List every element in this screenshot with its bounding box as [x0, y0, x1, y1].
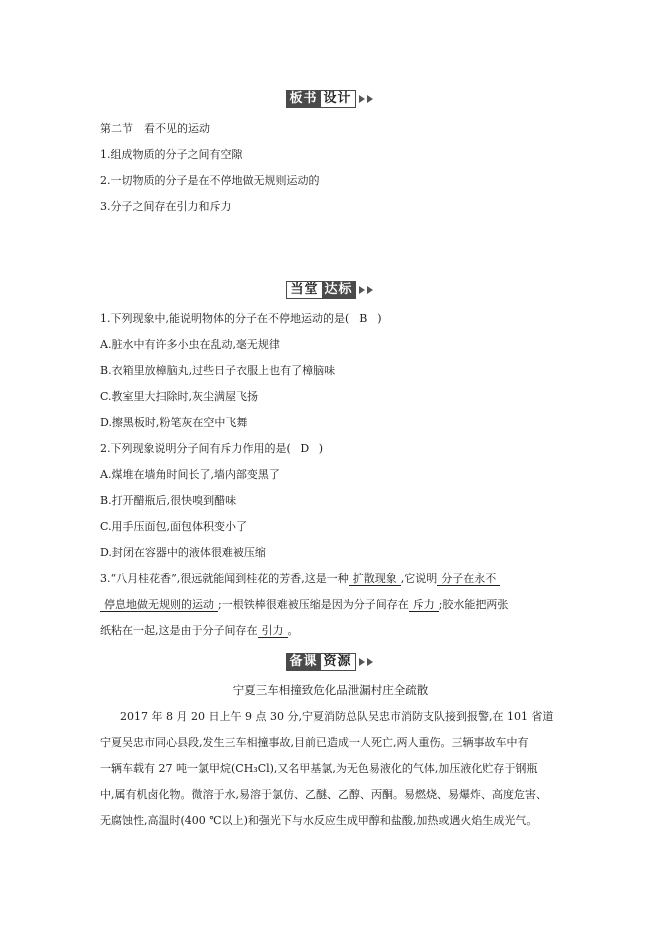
- q2-option-c: C.用手压面包,面包体积变小了: [100, 520, 248, 533]
- q2-option-b: B.打开醋瓶后,很快嗅到醋味: [100, 494, 237, 507]
- q1-answer: B: [359, 312, 368, 325]
- article-line-3: 一辆车载有 27 吨一氯甲烷(CH₃Cl),又名甲基氯,为无色易液化的气体,加压液化贮存于钢瓶: [100, 762, 538, 775]
- q2-answer: D: [300, 442, 310, 455]
- q2-stem-text: 2.下列现象说明分子间有斥力作用的是(: [100, 442, 291, 455]
- q3-text-4: ;胶水能把两张: [438, 598, 509, 611]
- section-header-light: 当堂: [286, 281, 321, 299]
- article-line-4: 中,属有机卤化物。微溶于水,易溶于氯仿、乙醚、乙醇、丙酮。易燃烧、易爆炸、高度危害、: [100, 788, 547, 801]
- section-header-dark: 板书: [286, 90, 320, 108]
- board-line-2: 2.一切物质的分子是在不停地做无规则运动的: [100, 174, 320, 187]
- article-line-5: 无腐蚀性,高温时(400 ℃以上)和强光下与水反应生成甲醇和盐酸,加热或遇火焰生成光气。: [100, 814, 538, 827]
- q3-answer-3: 斥力: [409, 598, 439, 612]
- q2-stem: [100, 442, 323, 456]
- q3-line-2: [100, 598, 508, 612]
- section-header-practice: [0, 280, 661, 300]
- q3-text-2: ,它说明: [400, 572, 438, 585]
- double-arrow-icon: [359, 286, 375, 294]
- q1-option-c: C.教室里大扫除时,灰尘满屋飞扬: [100, 390, 259, 403]
- article-title: 宁夏三车相撞致危化品泄漏村庄全疏散: [232, 683, 429, 697]
- section-header-dark: 备课: [286, 653, 320, 671]
- board-line-3: 3.分子之间存在引力和斥力: [100, 200, 232, 213]
- q2-close: ): [318, 442, 324, 455]
- q1-close: ): [377, 312, 382, 325]
- section-header-resource: [0, 652, 661, 672]
- section-header-board: [0, 89, 661, 109]
- q3-text-5: 纸粘在一起,这是由于分子间存在: [100, 624, 258, 637]
- q3-answer-1: 扩散现象: [349, 572, 401, 586]
- q1-stem: [100, 312, 382, 326]
- q3-text-1: 3.“八月桂花香”,很远就能闻到桂花的芳香,这是一种: [100, 572, 349, 585]
- q3-text-6: 。: [287, 624, 299, 637]
- board-line-1: 1.组成物质的分子之间有空隙: [100, 148, 243, 161]
- q2-option-a: A.煤堆在墙角时间长了,墙内部变黑了: [100, 468, 280, 481]
- q3-answer-2b: 停息地做无规则的运动: [100, 598, 218, 612]
- q3-line-1: [100, 572, 500, 586]
- section-header-light: 设计: [321, 90, 356, 108]
- q3-line-3: [100, 624, 299, 638]
- q3-answer-4: 引力: [258, 624, 288, 638]
- article-line-1: 2017 年 8 月 20 日上午 9 点 30 分,宁夏消防总队吴忠市消防支队接到报警,在 101 省道: [120, 710, 554, 723]
- q1-option-a: A.脏水中有许多小虫在乱动,毫无规律: [100, 338, 280, 351]
- q3-text-3: ;一根铁棒很难被压缩是因为分子间存在: [218, 598, 409, 611]
- q1-stem-text: 1.下列现象中,能说明物体的分子在不停地运动的是(: [100, 312, 350, 325]
- q3-answer-2a: 分子在永不: [437, 572, 500, 586]
- article-line-2: 宁夏吴忠市同心县段,发生三车相撞事故,目前已造成一人死亡,两人重伤。三辆事故车中有: [100, 736, 529, 749]
- section-header-dark: 达标: [322, 281, 356, 299]
- q1-option-d: D.擦黑板时,粉笔灰在空中飞舞: [100, 416, 248, 429]
- q2-option-d: D.封闭在容器中的液体很难被压缩: [100, 546, 266, 559]
- double-arrow-icon: [359, 95, 375, 103]
- section-header-light: 资源: [321, 653, 356, 671]
- board-line-title: 第二节 看不见的运动: [100, 122, 210, 135]
- q1-option-b: B.衣箱里放樟脑丸,过些日子衣服上也有了樟脑味: [100, 364, 336, 377]
- double-arrow-icon: [359, 658, 375, 666]
